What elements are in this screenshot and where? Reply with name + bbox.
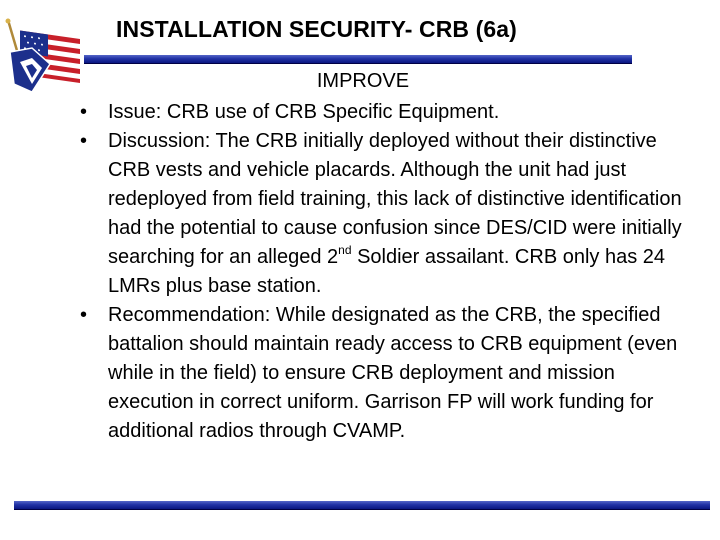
recommendation-text: Recommendation: While designated as the CRB, the specified battalion should maintain ready access to CRB equipment (even while in the field) to ensure CRB deployment and mission execution in correct uniform. Garrison FP will work funding for additional radios through CVAMP.	[108, 304, 678, 442]
issue-text: Issue: CRB use of CRB Specific Equipment.	[108, 101, 500, 123]
list-item	[80, 127, 700, 301]
page-title: INSTALLATION SECURITY- CRB (6a)	[116, 16, 517, 42]
discussion-text-end: Soldier assailant. CRB only has 24 LMRs plus base station.	[108, 246, 666, 297]
list-item	[80, 301, 700, 446]
bullet-icon: •	[80, 101, 88, 123]
list-item	[80, 98, 700, 127]
discussion-text: Discussion: The CRB initially deployed without their distinctive CRB vests and vehicle placards. Although the unit had just redeployed from field training, this lack of distinctive identification had the potential to cause confusion since DES/CID were initially searching for an alleged 2	[108, 130, 682, 268]
bullet-icon: •	[80, 130, 88, 152]
ordinal-suffix: nd	[338, 243, 352, 258]
section-subtitle: IMPROVE	[316, 70, 410, 92]
bullet-list	[80, 98, 700, 446]
footer-divider	[14, 501, 710, 510]
bullet-icon: •	[80, 304, 88, 326]
header-divider	[84, 55, 632, 64]
